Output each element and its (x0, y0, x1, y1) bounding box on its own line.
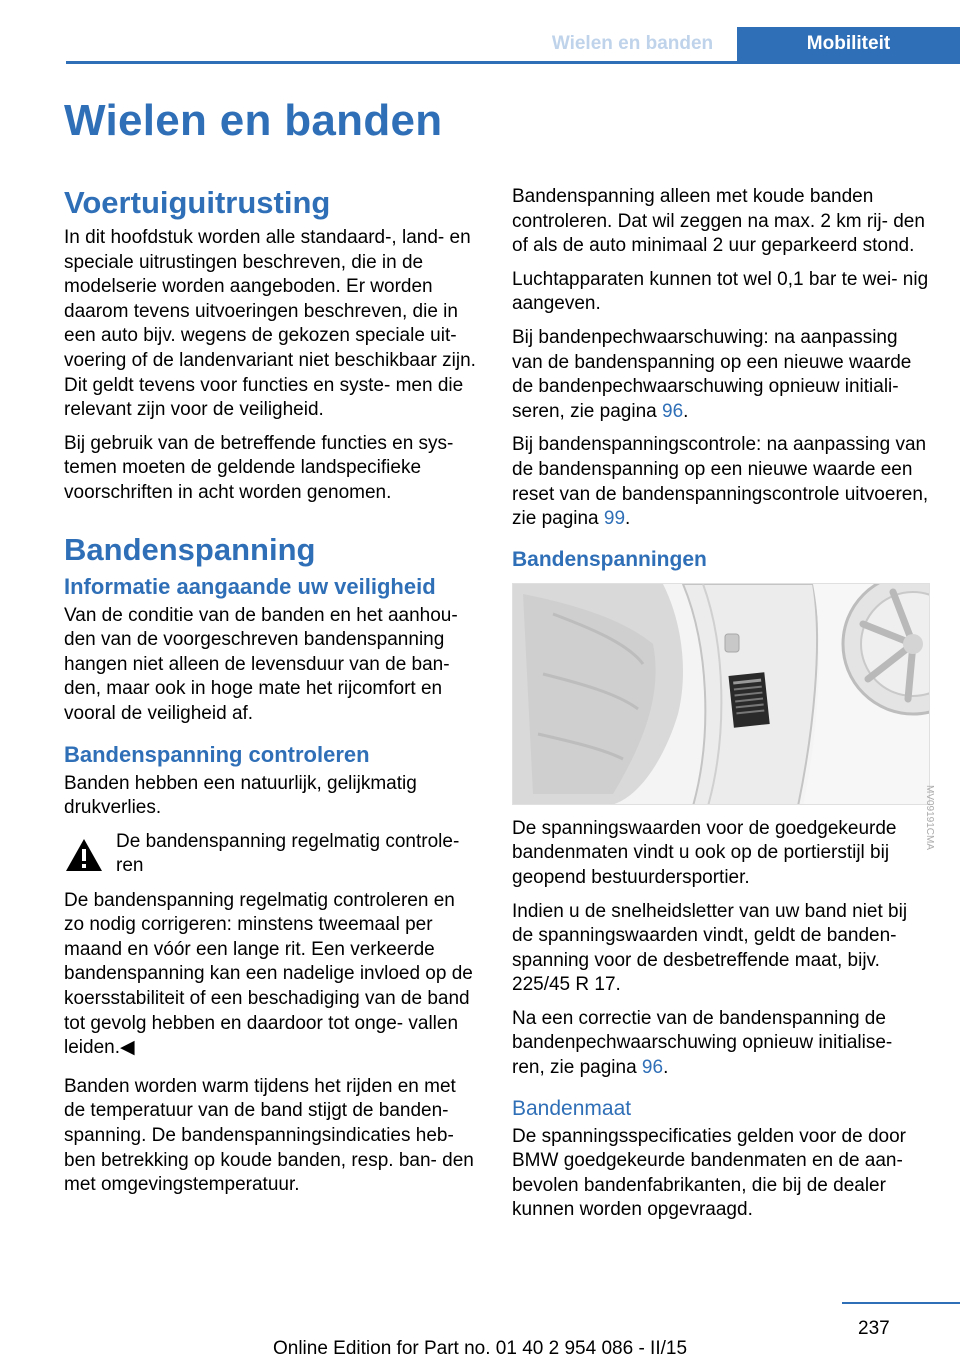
pressure-monitor-end: . (625, 508, 631, 530)
paragraph-equipment-1: In dit hoofdstuk worden alle standaard-, land- en speciale uitrustingen beschreven, die in de modelserie worden aangeboden. Er worden daarom tevens uitvoeringen beschreven, die in een auto bijv. wegens de gekozen speciale uit- voering of de landenvariant niet beschikbaar zijn. Dit geldt tevens voor functies en syste- men die relevant zijn voor de veiligheid. (64, 227, 476, 421)
door-pillar-illustration (512, 583, 930, 805)
figure-code: MV09191CMA (924, 785, 935, 851)
heading-tire-size: Bandenmaat (512, 1096, 632, 1120)
paragraph-tire-size: De spanningsspecificaties gelden voor de door BMW goedgekeurde bandenmaten en de aan- bevolen bandenfabrikanten, die bij de dealer kunnen worden opgevraagd. (512, 1125, 906, 1221)
warning-block (64, 830, 476, 880)
paragraph-correction (512, 1007, 930, 1081)
page-link-96[interactable]: 96 (662, 400, 684, 422)
heading-equipment: Voertuiguitrusting (64, 185, 331, 220)
warning-triangle-icon (64, 837, 104, 873)
header-chapter-tab: Mobiliteit (737, 27, 960, 61)
correction-end: . (663, 1057, 669, 1079)
flat-warning-text: Bij bandenpechwaarschuwing: na aanpassing van de bandenspanning op een nieuwe waarde de bandenpechwaarschuwing opnieuw initiali- seren, zie pagina (512, 326, 912, 422)
left-column (64, 185, 476, 1207)
paragraph-equipment-2: Bij gebruik van de betreffende functies en sys- temen moeten de geldende landspecifieke voorschriften in acht worden genomen. (64, 432, 454, 503)
header-rule (66, 61, 960, 64)
warning-title: De bandenspanning regelmatig controle- ren (116, 830, 460, 877)
page-link-99[interactable]: 99 (603, 508, 626, 530)
page-link-96-b[interactable]: 96 (641, 1057, 664, 1079)
heading-tire-pressures: Bandenspanningen (512, 547, 707, 571)
paragraph-warm-tires: Banden worden warm tijdens het rijden en met de temperatuur van de band stijgt de banden- spanning. De bandenspanningsindicaties heb- ben betrekking op koude banden, resp. ban- den met omgevingstemperatuur. (64, 1075, 474, 1196)
edition-footer: Online Edition for Part no. 01 40 2 954 086 - II/15 (272, 1338, 688, 1359)
paragraph-gauges: Luchtapparaten kunnen tot wel 0,1 bar te wei- nig aangeven. (512, 268, 929, 315)
paragraph-warning: De bandenspanning regelmatig controleren en zo nodig corrigeren: minstens tweemaal per maand en vóór een lange rit. Een verkeerde bandenspanning kan een nadelige invloed op de koersstabiliteit of een beschadiging van de band tot gevolg hebben en daardoor tot onge- vallen leiden.◀ (64, 889, 473, 1059)
heading-safety-info: Informatie aangaande uw veiligheid (64, 573, 436, 599)
paragraph-door-pillar: De spanningswaarden voor de goedgekeurde bandenmaten vindt u ook op de portierstijl bij geopend bestuurdersportier. (512, 817, 897, 888)
correction-text: Na een correctie van de bandenspanning de bandenpechwaarschuwing opnieuw initialise- ren, zie pagina (512, 1007, 893, 1079)
paragraph-cold-tires: Bandenspanning alleen met koude banden controleren. Dat wil zeggen na max. 2 km rij- den of als de auto minimaal 2 uur geparkeerd stond. (512, 186, 925, 257)
paragraph-pressure-monitor (512, 433, 930, 531)
page-title: Wielen en banden (64, 96, 443, 145)
paragraph-check: Banden hebben een natuurlijk, gelijkmatig drukverlies. (64, 772, 417, 819)
page-number-rule (842, 1302, 960, 1304)
page-number: 237 (858, 1318, 890, 1339)
right-column (512, 185, 930, 1232)
paragraph-speed-letter: Indien u de snelheidsletter van uw band niet bij de spanningswaarden vindt, geldt de banden- spanning voor de desbetreffende maat, bijv. 225/45 R 17. (512, 900, 908, 996)
header-section-tab: Wielen en banden (551, 33, 714, 54)
heading-tire-pressure: Bandenspanning (64, 531, 316, 567)
pressure-monitor-text: Bij bandenspanningscontrole: na aanpassing van de bandenspanning op een nieuwe waarde een reset van de bandenspanningscontrole uitvoeren, zie pagina (512, 434, 929, 530)
paragraph-safety: Van de conditie van de banden en het aanhou- den van de voorgeschreven bandenspanning hangen niet alleen de levensduur van de ban- den, maar ook in hoge mate het rijcomfort en vooral de veiligheid af. (64, 604, 458, 724)
paragraph-flat-warning (512, 326, 930, 424)
flat-warning-end: . (683, 400, 689, 422)
heading-check-pressure: Bandenspanning controleren (64, 741, 370, 767)
